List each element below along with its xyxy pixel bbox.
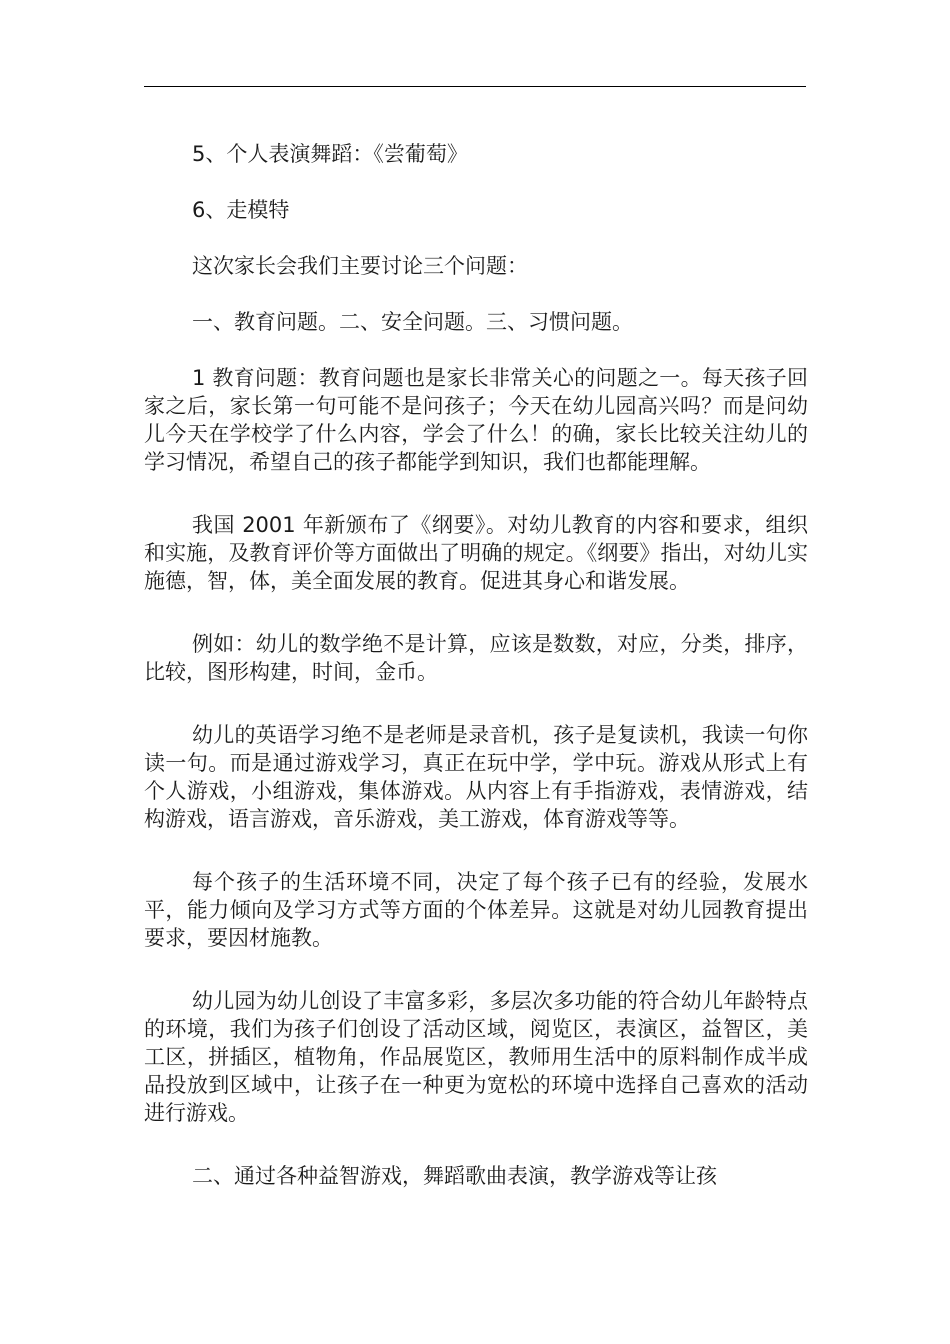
paragraph-item-5: 5、个人表演舞蹈：《尝葡萄》 [192, 142, 468, 166]
paragraph-differences: 每个孩子的生活环境不同，决定了每个孩子已有的经验，发展水平，能力倾向及学习方式等方面的个体差异。这就是对幼儿园教育提出要求，要因材施教。 [144, 870, 808, 950]
paragraph-education: 1 教育问题：教育问题也是家长非常关心的问题之一。每天孩子回家之后，家长第一句可能不是问孩子；今天在幼儿园高兴吗？而是问幼儿今天在学校学了什么内容，学会了什么！的确，家长比较关注幼儿的学习情况，希望自己的孩子都能学到知识，我们也都能理解。 [144, 366, 808, 474]
paragraph-intro: 这次家长会我们主要讨论三个问题： [192, 254, 528, 278]
paragraph-outline: 我国 2001 年新颁布了《纲要》。对幼儿教育的内容和要求，组织和实施，及教育评价等方面做出了明确的规定。《纲要》指出，对幼儿实施德，智，体，美全面发展的教育。促进其身心和谐发展。 [144, 513, 808, 593]
paragraph-games: 二、通过各种益智游戏，舞蹈歌曲表演，教学游戏等让孩 [192, 1164, 717, 1188]
paragraph-environment: 幼儿园为幼儿创设了丰富多彩，多层次多功能的符合幼儿年龄特点的环境，我们为孩子们创设了活动区域，阅览区，表演区，益智区，美工区，拼插区，植物角，作品展览区，教师用生活中的原料制作成半成品投放到区域中，让孩子在一种更为宽松的环境中选择自己喜欢的活动进行游戏。 [144, 989, 808, 1125]
paragraph-item-6: 6、走模特 [192, 198, 290, 222]
document-body [144, 140, 808, 1225]
header-rule [144, 86, 806, 87]
paragraph-topics: 一、教育问题。二、安全问题。三、习惯问题。 [192, 310, 633, 334]
paragraph-english: 幼儿的英语学习绝不是老师是录音机，孩子是复读机，我读一句你读一句。而是通过游戏学习，真正在玩中学，学中玩。游戏从形式上有个人游戏，小组游戏，集体游戏。从内容上有手指游戏，表情游戏，结构游戏，语言游戏，音乐游戏，美工游戏，体育游戏等等。 [144, 723, 808, 831]
paragraph-math: 例如：幼儿的数学绝不是计算，应该是数数，对应，分类，排序，比较，图形构建，时间，金币。 [144, 632, 808, 684]
